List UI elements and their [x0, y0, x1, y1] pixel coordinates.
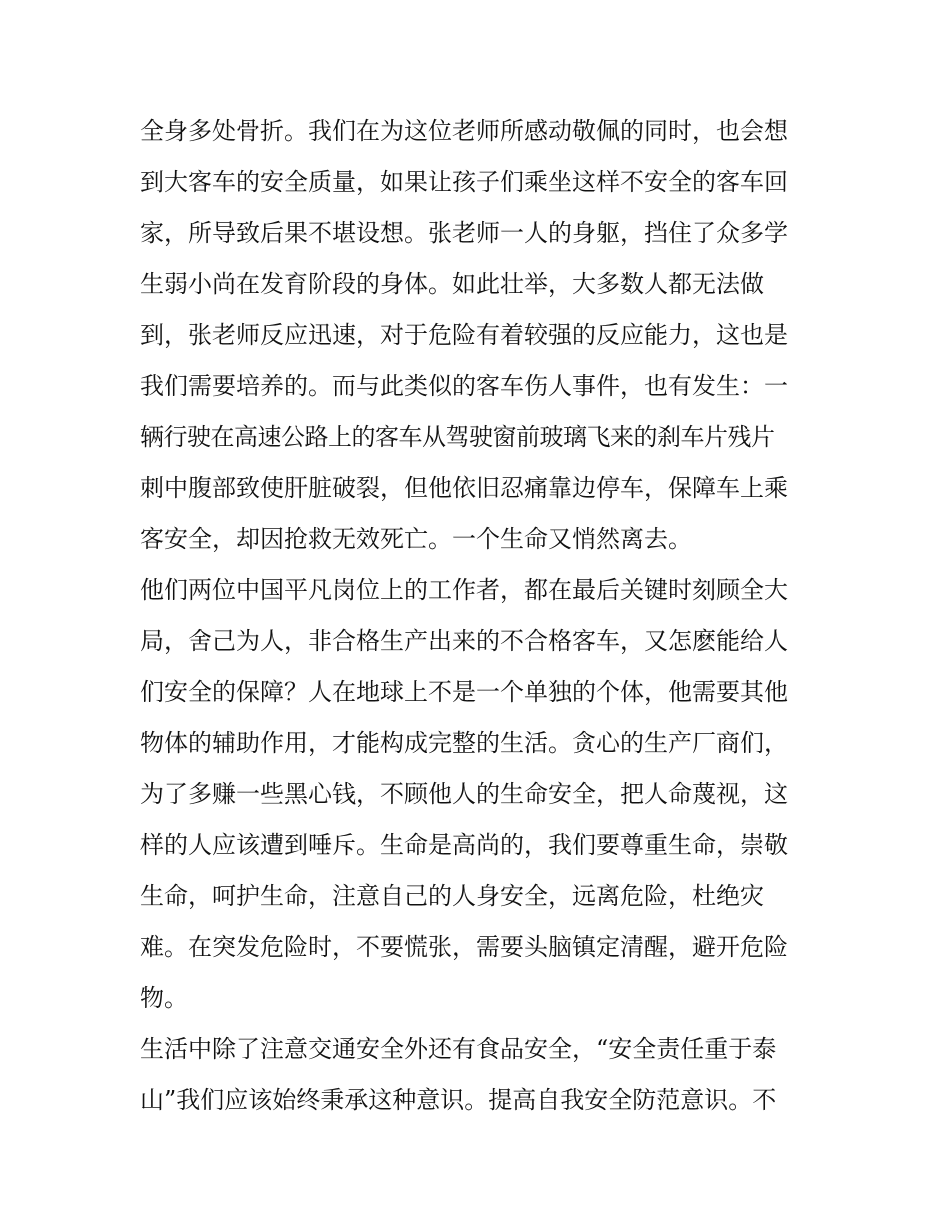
text-line: 辆行驶在高速公路上的客车从驾驶窗前玻璃飞来的刹车片残片	[140, 423, 775, 451]
text-line: 为了多赚一些黑心钱，不顾他人的生命安全，把人命蔑视，这	[140, 780, 788, 808]
text-line: 样的人应该遭到唾斥。生命是高尚的，我们要尊重生命，崇敬	[140, 831, 788, 859]
text-line: 我们需要培养的。而与此类似的客车伤人事件，也有发生：一	[140, 372, 788, 400]
text-line: 刺中腹部致使肝脏破裂，但他依旧忍痛靠边停车，保障车上乘	[140, 474, 788, 502]
text-line: 物。	[140, 984, 188, 1012]
text-line: 到，张老师反应迅速，对于危险有着较强的反应能力，这也是	[140, 321, 788, 349]
text-line: 难。在突发危险时，不要慌张，需要头脑镇定清醒，避开危险	[140, 933, 788, 961]
text-line: 山”我们应该始终秉承这种意识。提高自我安全防范意识。不	[140, 1086, 777, 1114]
text-line: 局，舍己为人，非合格生产出来的不合格客车，又怎麽能给人	[140, 627, 788, 655]
text-line: 家，所导致后果不堪设想。张老师一人的身躯，挡住了众多学	[140, 219, 788, 247]
text-line: 们安全的保障？人在地球上不是一个单独的个体，他需要其他	[140, 678, 788, 706]
text-line: 全身多处骨折。我们在为这位老师所感动敬佩的同时，也会想	[140, 117, 788, 145]
text-line: 生命，呵护生命，注意自己的人身安全，远离危险，杜绝灾	[140, 882, 764, 910]
text-line: 到大客车的安全质量，如果让孩子们乘坐这样不安全的客车回	[140, 168, 788, 196]
text-line: 他们两位中国平凡岗位上的工作者，都在最后关键时刻顾全大	[140, 576, 788, 604]
document-body	[140, 106, 820, 1126]
text-line: 生活中除了注意交通安全外还有食品安全，“安全责任重于泰	[140, 1035, 777, 1063]
text-line: 生弱小尚在发育阶段的身体。如此壮举，大多数人都无法做	[140, 270, 764, 298]
text-line: 客安全，却因抢救无效死亡。一个生命又悄然离去。	[140, 525, 692, 553]
text-line: 物体的辅助作用，才能构成完整的生活。贪心的生产厂商们，	[140, 729, 788, 757]
